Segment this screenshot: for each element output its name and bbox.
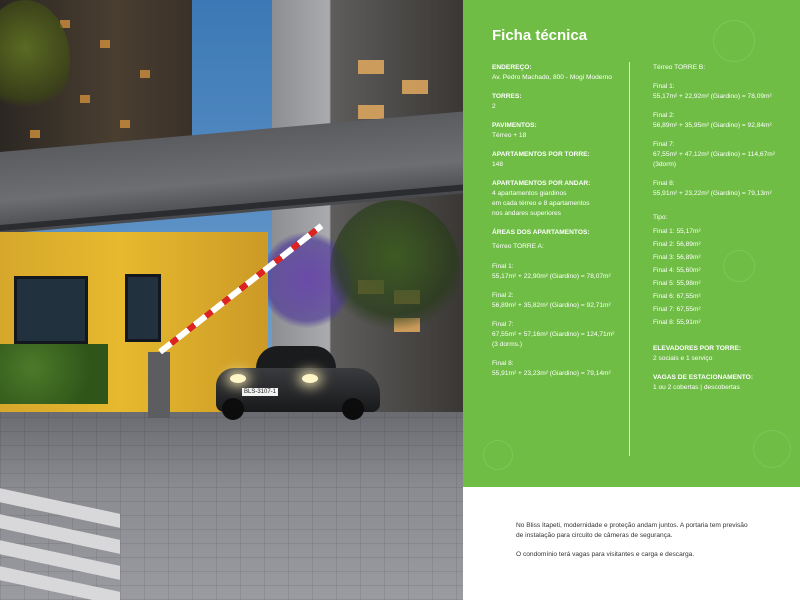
crosswalk bbox=[0, 500, 120, 600]
tipo-item: Final 2: 56,89m² bbox=[653, 241, 701, 248]
torre-b-item bbox=[653, 179, 793, 199]
item-line: 55,17m² + 22,92m² (Giardino) = 78,09m² bbox=[653, 93, 772, 100]
item-line: 67,55m² + 47,12m² (Giardino) = 114,67m² bbox=[653, 151, 775, 158]
description-paragraph bbox=[516, 521, 780, 541]
description-text bbox=[516, 521, 780, 569]
palm-tree-right bbox=[330, 200, 460, 340]
item-line: 55,17m² + 22,90m² (Giardino) = 78,07m² bbox=[492, 273, 611, 280]
tipo-item: Final 7: 67,55m² bbox=[653, 306, 701, 313]
tipo-item: Final 3: 56,89m² bbox=[653, 254, 701, 261]
elevadores-value: 2 sociais e 1 serviço bbox=[653, 355, 713, 362]
item-line: 55,91m² + 23,22m² (Giardino) = 79,13m² bbox=[653, 190, 772, 197]
apt-torre-label: APARTAMENTOS POR TORRE: bbox=[492, 151, 590, 158]
apt-andar-line: 4 apartamentos giardinos bbox=[492, 190, 567, 197]
description-line: No Bliss Itapeti, modernidade e proteção andam juntos. A portaria tem previsão bbox=[516, 522, 748, 529]
torre-b-item bbox=[653, 82, 793, 102]
torres-value: 2 bbox=[492, 103, 496, 110]
item-title: Final 2: bbox=[492, 292, 514, 299]
hedge bbox=[0, 344, 108, 404]
tipo-item: Final 5: 55,98m² bbox=[653, 280, 701, 287]
item-title: Final 7: bbox=[492, 321, 514, 328]
item-line: (3dorm) bbox=[653, 161, 677, 168]
item-line: 56,89m² + 35,95m² (Giardino) = 92,84m² bbox=[653, 122, 772, 129]
apt-andar-line: em cada térreo e 8 apartamentos bbox=[492, 200, 590, 207]
areas-label: ÁREAS DOS APARTAMENTOS: bbox=[492, 229, 590, 236]
item-title: Final 8: bbox=[653, 180, 675, 187]
tipo-title: Tipo: bbox=[653, 214, 668, 221]
specs-column-right bbox=[653, 63, 793, 402]
ficha-tecnica-panel bbox=[463, 0, 800, 487]
torre-a-title: Térreo TORRE A: bbox=[492, 243, 544, 250]
tipo-item: Final 1: 55,17m² bbox=[653, 228, 701, 235]
tipo-item: Final 4: 55,60m² bbox=[653, 267, 701, 274]
tipo-item: Final 8: 55,91m² bbox=[653, 319, 701, 326]
apt-andar-label: APARTAMENTOS POR ANDAR: bbox=[492, 180, 591, 187]
tipo-item: Final 6: 67,55m² bbox=[653, 293, 701, 300]
pavimentos-value: Térreo + 18 bbox=[492, 132, 527, 139]
torre-b-item bbox=[653, 111, 793, 131]
torre-b-item bbox=[653, 140, 793, 170]
vagas-label: VAGAS DE ESTACIONAMENTO: bbox=[653, 374, 754, 381]
gate-post bbox=[148, 352, 170, 418]
torres-label: TORRES: bbox=[492, 93, 522, 100]
item-title: Final 7: bbox=[653, 141, 675, 148]
column-divider bbox=[629, 62, 630, 456]
apt-torre-value: 148 bbox=[492, 161, 504, 168]
elevadores-label: ELEVADORES POR TORRE: bbox=[653, 345, 742, 352]
item-title: Final 1: bbox=[492, 263, 514, 270]
item-line: (3 dorms.) bbox=[492, 341, 523, 348]
torre-b-title: Térreo TORRE B: bbox=[653, 64, 706, 71]
item-line: 56,89m² + 35,82m² (Giardino) = 92,71m² bbox=[492, 302, 611, 309]
description-paragraph: O condomínio terá vagas para visitantes e carga e descarga. bbox=[516, 551, 695, 558]
endereco-label: ENDEREÇO: bbox=[492, 64, 532, 71]
guardhouse-window-side bbox=[125, 274, 161, 342]
car bbox=[216, 346, 380, 422]
item-line: 55,91m² + 23,23m² (Giardino) = 79,14m² bbox=[492, 370, 611, 377]
vagas-value: 1 ou 2 cobertas | descobertas bbox=[653, 384, 740, 391]
license-plate: BLS-3107-1 bbox=[243, 389, 277, 395]
item-line: 67,55m² + 57,16m² (Giardino) = 124,71m² bbox=[492, 331, 615, 338]
description-line: de instalação para circuito de câmeras de segurança. bbox=[516, 532, 673, 539]
item-title: Final 2: bbox=[653, 112, 675, 119]
apt-andar-line: nos andares superiores bbox=[492, 210, 561, 217]
guardhouse-window bbox=[14, 276, 88, 344]
pavimentos-label: PAVIMENTOS: bbox=[492, 122, 537, 129]
item-title: Final 1: bbox=[653, 83, 675, 90]
item-title: Final 8: bbox=[492, 360, 514, 367]
endereco-value: Av. Pedro Machado, 800 - Mogi Moderno bbox=[492, 74, 612, 81]
page-title: Ficha técnica bbox=[492, 27, 588, 44]
